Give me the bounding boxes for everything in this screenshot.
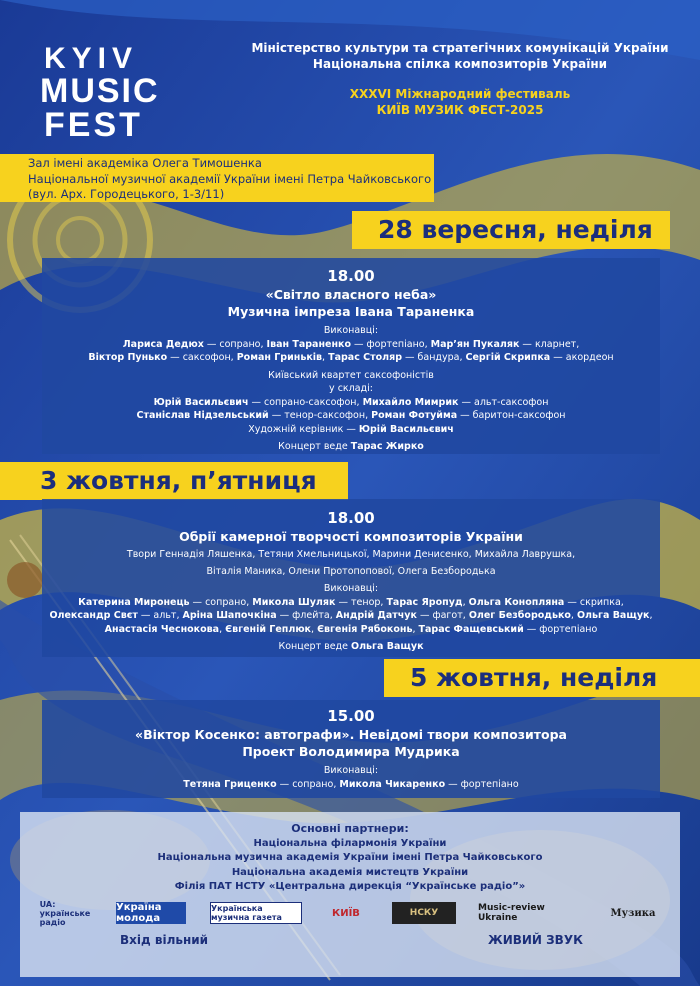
performer-name: Ольга Конопляна [468,596,565,608]
performer-role: Концерт веде [278,641,351,652]
event-3-time: 15.00 [327,707,375,725]
performer-role: , [462,596,469,608]
muzyka-logo[interactable]: Музика [610,907,656,919]
partner-item: Національна музична академія України імені Петра Чайковського [157,852,543,863]
header-org-1: Міністерство культури та стратегічних комунікацій України [251,41,669,55]
performer-role: , [649,610,653,621]
partners-list [20,822,680,895]
event-1-performers-line [42,409,660,423]
performer-name: Михайло Мимрик [362,396,459,408]
header-fest-1: XXXVI Міжнародний фестиваль [349,87,571,101]
event-2-performers-line [42,623,660,637]
performer-name: Лариса Дедюх [122,338,204,350]
logo-line-3: FEST [44,106,143,140]
performer-role: — флейта, [276,610,336,621]
event-3-title-2: Проект Володимира Мудрика [242,744,460,759]
performer-name: Ольга Ващук [351,641,424,652]
performer-role: , [570,610,577,621]
event-2-works-1: Твори Геннадія Ляшенка, Тетяни Хмельницької, Марини Денисенко, Михайла Лаврушка, [126,549,576,560]
performer-role: — бандура, [402,352,466,363]
event-2-date: 3 жовтня, п’ятниця [0,462,348,500]
event-1-time: 18.00 [327,267,375,285]
event-2-title-1: Обрії камерної творчості композиторів України [179,529,523,544]
performer-name: Станіслав Нідзельський [136,410,269,421]
event-2-performers-line [42,609,660,623]
performer-name: Юрій Васильєвич [153,396,249,408]
header [240,40,680,118]
performer-role: — фагот, [416,610,469,621]
event-1-performers-line [42,396,660,410]
event-2-performers-label: Виконавці: [323,583,379,594]
event-1-title-1: «Світло власного неба» [265,287,437,302]
performer-role: — кларнет, [519,338,580,350]
music-review-logo[interactable]: Music-review Ukraine [478,903,545,923]
performer-name: Катерина Миронець [78,596,190,608]
performer-role: — сопрано, [189,596,253,608]
event-1-performers-line [42,351,660,365]
event-1-details [42,266,660,454]
performer-role: Художній керівник — [248,423,359,435]
kyiv-music-fest-logo [40,40,210,140]
event-1-date: 28 вересня, неділя [352,211,670,249]
event-3-title-1: «Віктор Косенко: автографи». Невідомі твори композитора [135,727,567,742]
performer-name: Віктор Пунько [88,352,168,363]
performer-name: Мар’ян Пукаляк [430,338,520,350]
performer-role: — альт-саксофон [458,396,549,408]
performer-role: — фортепіано [523,623,598,635]
venue-line-2: Національної музичної академії України імені Петра Чайковського [28,171,432,186]
performer-role: , [412,623,419,635]
performer-name: Тарас Столяр [328,352,402,363]
performer-name: Іван Тараненко [266,338,352,350]
performer-name: Євгенія Рябоконь [317,623,413,635]
performer-name: Тарас Яропуд [386,596,463,608]
performer-name: Микола Чикаренко [339,778,446,790]
event-1-title-2: Музична імпреза Івана Тараненка [227,304,475,319]
ukraina-moloda-logo[interactable]: Україна молода [116,902,186,924]
performer-role: — сопрано, [276,778,340,790]
performer-role: — сопрано, [203,338,267,350]
event-1-host [42,440,660,454]
partner-item: Філія ПАТ НСТУ «Центральна дирекція “Українське радіо”» [174,881,526,892]
header-org-2: Національна спілка композиторів України [312,57,608,71]
live-sound-label: ЖИВИЙ ЗВУК [488,933,583,947]
event-2-works-2: Віталія Маника, Олени Протопопової, Олега Безбородька [206,565,496,577]
event-1-performers-label: Виконавці: [323,325,379,336]
event-1-performers-line [42,338,660,352]
performer-role: — баритон-саксофон [457,410,566,421]
performer-name: Тетяна Гриценко [183,778,277,790]
performer-name: Андрій Датчук [335,610,417,621]
venue-line-1: Зал імені академіка Олега Тимошенка [28,156,262,170]
performer-name: Олександр Свєт [49,610,138,621]
event-1-director [42,423,660,437]
music-gazette-logo[interactable]: Українська музична газета [210,902,302,924]
venue-block [0,154,434,202]
performer-name: Роман Гриньків [236,352,323,363]
partner-item: Національна філармонія України [253,837,447,849]
performer-role: — фортепіано, [351,338,431,350]
venue-line-3: (вул. Арх. Городецького, 1-3/11) [28,187,225,201]
event-1-quartet-subtitle: у складі: [329,383,373,394]
event-2-host [42,640,660,654]
event-3-performers-line [42,778,660,792]
event-2-time: 18.00 [327,509,375,527]
performer-name: Євгеній Геплюк [225,623,312,635]
logo-line-1: KYIV [44,42,139,75]
performer-name: Аріна Шапочкіна [182,610,277,621]
performer-role: — саксофон, [167,352,237,363]
event-2-performers-line [42,596,660,610]
performer-name: Анастасія Чеснокова [104,623,220,635]
performer-role: Концерт веде [278,441,351,452]
performer-name: Сергій Скрипка [465,352,551,363]
event-3-performers-label: Виконавці: [323,765,379,776]
kyiv-logo[interactable]: КИЇВ [332,907,360,919]
performer-name: Юрій Васильєвич [358,423,454,435]
logo-line-2: MUSIC [40,72,160,110]
performer-role: — альт, [137,610,183,621]
performer-role: , [311,623,318,635]
header-fest-2: КИЇВ МУЗИК ФЕСТ-2025 [376,103,544,117]
partner-item: Національна академія мистецтв України [231,866,469,878]
performer-role: , [219,623,226,635]
performer-name: Роман Фотуйма [371,410,458,421]
performer-role: — фортепіано [445,778,519,790]
event-2-details [42,508,660,654]
performer-name: Ольга Ващук [576,610,650,621]
ua-radio-logo[interactable]: UA: українське радіо [39,899,91,927]
nsku-logo[interactable]: НСКУ [392,902,456,924]
partners-heading: Основні партнери: [291,822,409,835]
free-entry-label: Вхід вільний [120,933,209,947]
performer-role: — акордеон [550,352,614,363]
event-1-quartet-title: Київський квартет саксофоністів [268,369,434,381]
performer-name: Микола Шуляк [252,596,336,608]
performer-name: Тарас Фащевський [418,623,524,635]
performer-name: Тарас Жирко [350,441,424,452]
performer-role: — тенор-саксофон, [268,410,372,421]
performer-role: — сопрано-саксофон, [248,396,363,408]
performer-role: — скрипка, [564,596,624,608]
performer-name: Олег Безбородько [468,610,571,621]
event-3-date: 5 жовтня, неділя [384,659,700,697]
performer-role: — тенор, [335,596,387,608]
performer-role: , [322,352,329,363]
event-3-details [42,706,660,791]
